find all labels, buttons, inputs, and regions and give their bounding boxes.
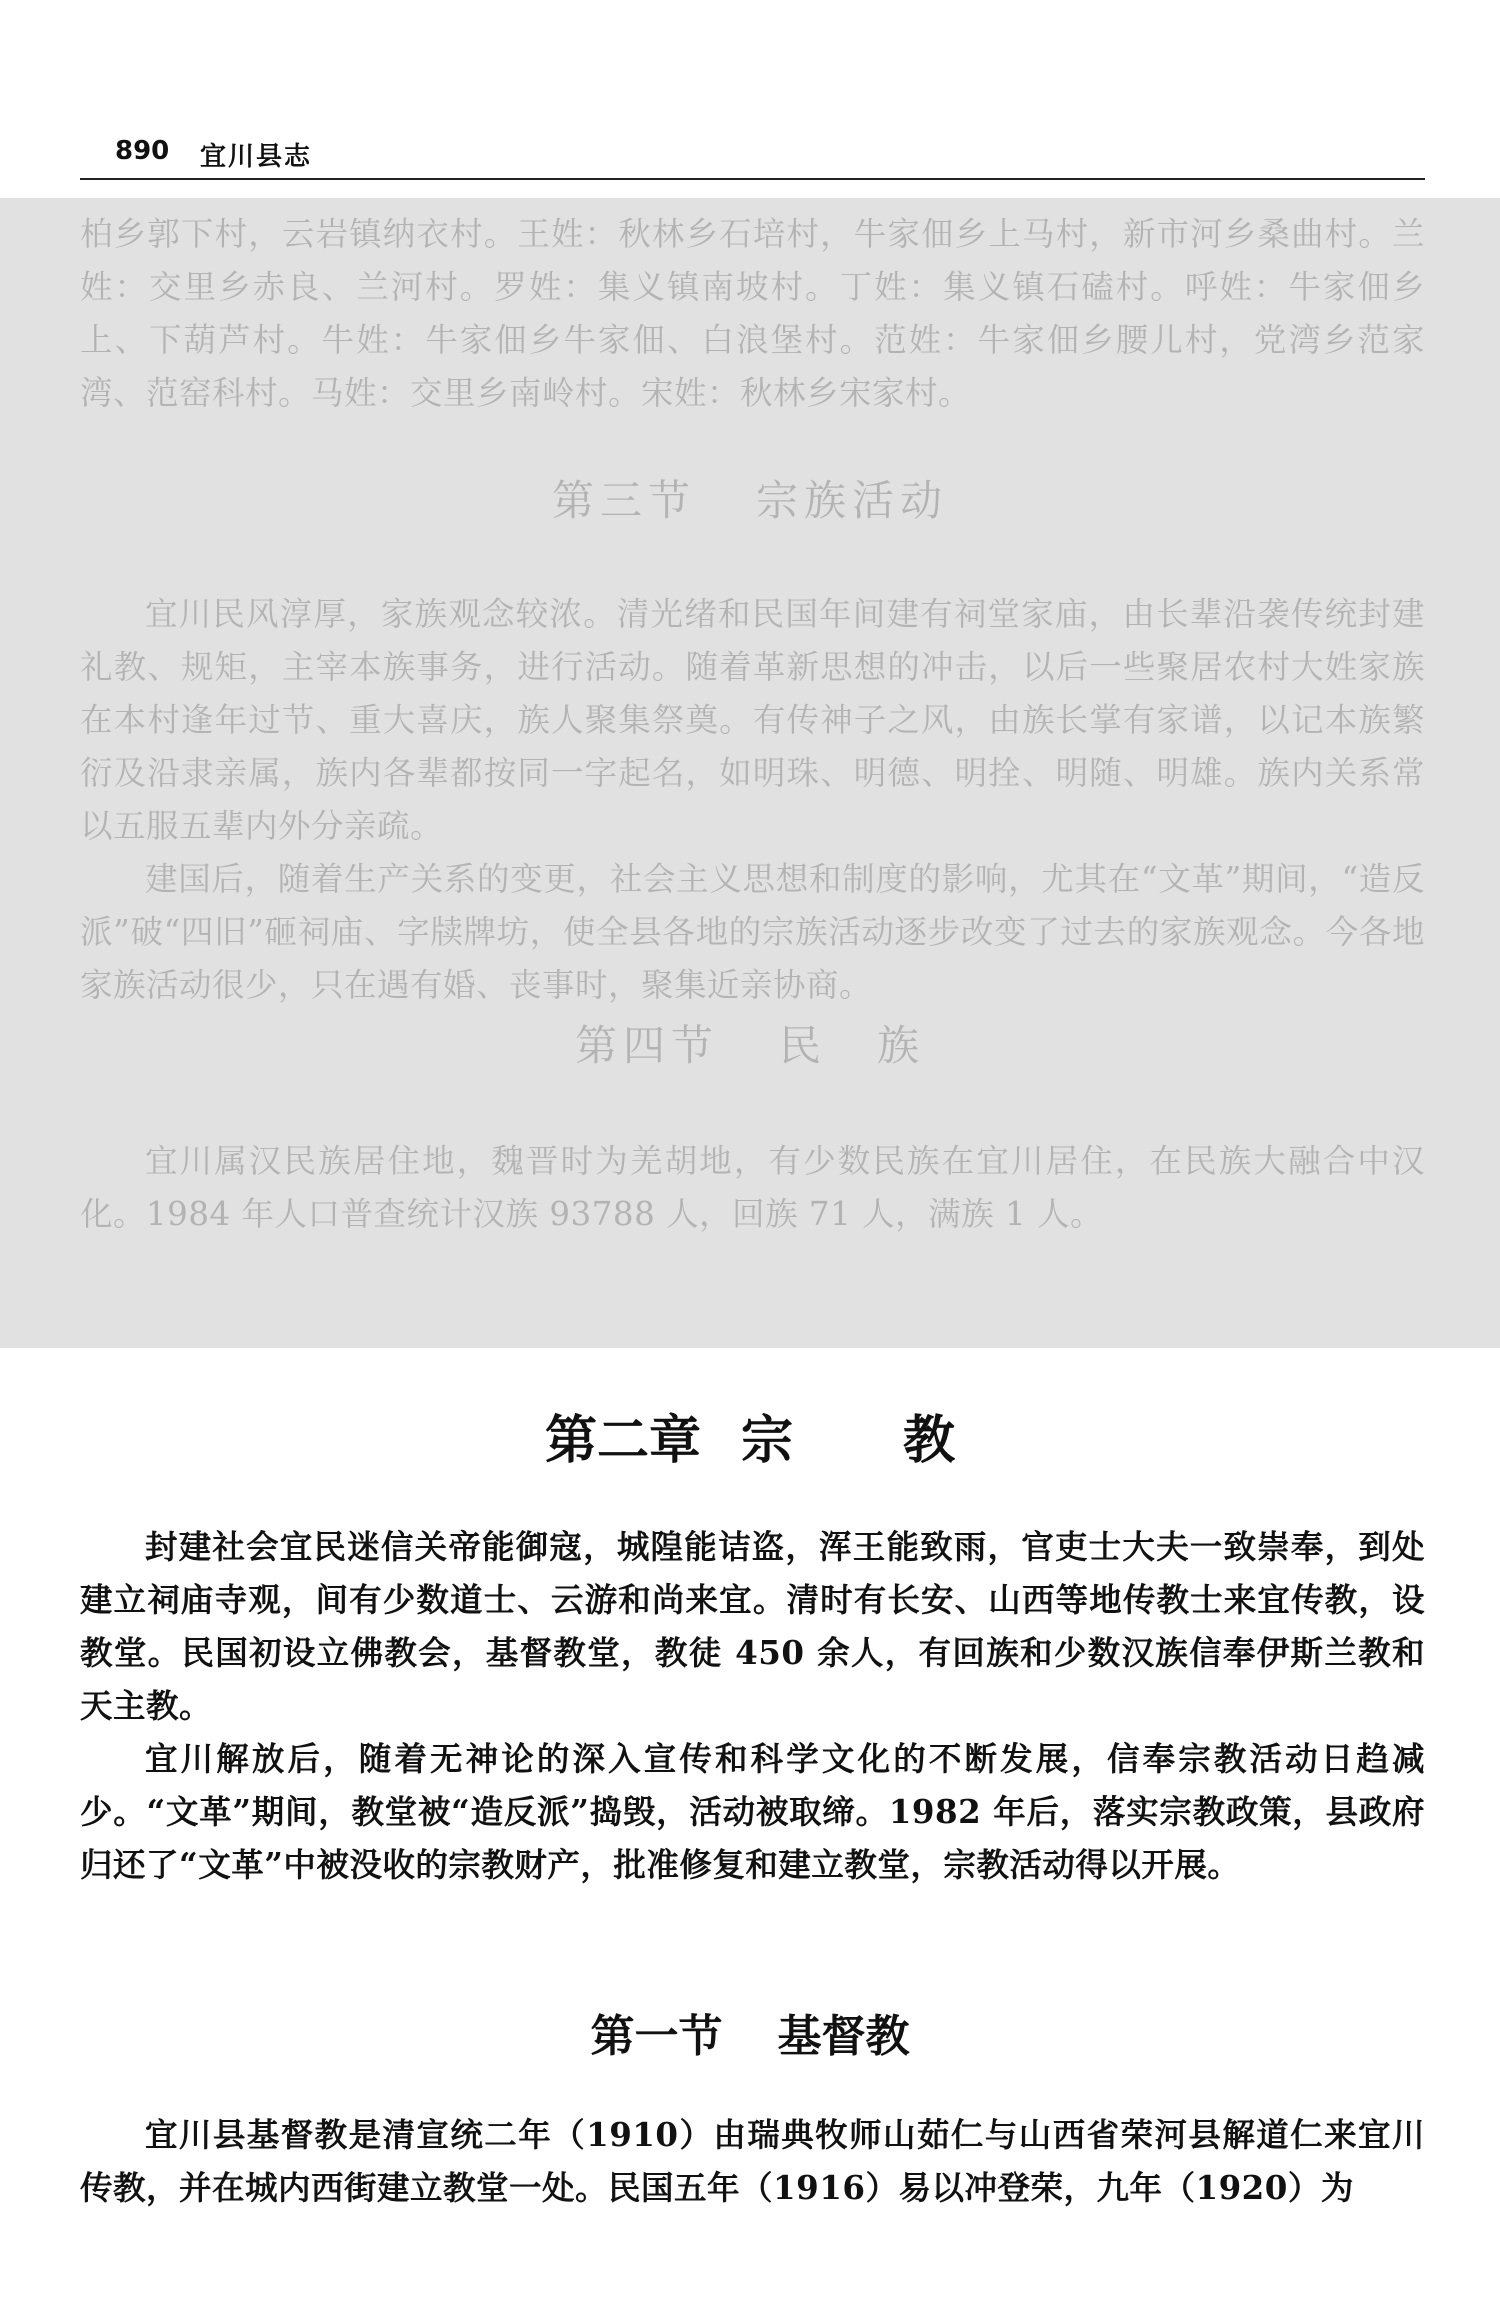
section1-title [0,2000,1500,2064]
page-header [80,128,1425,180]
chapter-title-char2: 教 [903,1411,956,1471]
book-title: 宜川县志 [200,142,313,172]
intro-paragraph: 柏乡郭下村，云岩镇纳衣村。王姓：秋林乡石培村，牛家佃乡上马村，新市河乡桑曲村。兰姓：交里乡赤良、兰河村。罗姓：集义镇南坡村。丁姓：集义镇石磕村。呼姓：牛家佃乡上、下葫芦村。牛姓：牛家佃乡牛家佃、白浪堡村。范姓：牛家佃乡腰儿村，党湾乡范家湾、范窑科村。马姓：交里乡南岭村。宋姓：秋林乡宋家村。 [80,215,1425,412]
section1-paragraph-1: 宜川县基督教是清宣统二年（1910）由瑞典牧师山茹仁与山西省荣河县解道仁来宜川传教，并在城内西街建立教堂一处。民国五年（1916）易以冲登荣，九年（1920）为 [80,2115,1425,2207]
section3-title-text: 宗族活动 [756,476,949,525]
section3-title-number: 第三节 [551,476,696,525]
chapter-title-char1: 宗 [740,1411,793,1471]
section1-title-text: 基督教 [777,2011,910,2062]
section4-paragraph-1: 宜川属汉民族居住地，魏晋时为羌胡地，有少数民族在宜川居住，在民族大融合中汉化。1984 年人口普查统计汉族 93788 人，回族 71 人，满族 1 人。 [80,1142,1425,1233]
section3-paragraph-2: 建国后，随着生产关系的变更，社会主义思想和制度的影响，尤其在“文革”期间，“造反派”破“四旧”砸祠庙、字牍牌坊，使全县各地的宗族活动逐步改变了过去的家族观念。今各地家族活动很少，只在遇有婚、丧事时，聚集近亲协商。 [80,860,1425,1004]
section3-paragraph-1: 宜川民风淳厚，家族观念较浓。清光绪和民国年间建有祠堂家庙，由长辈沿袭传统封建礼教、规矩，主宰本族事务，进行活动。随着革新思想的冲击，以后一些聚居农村大姓家族在本村逢年过节、重大喜庆，族人聚集祭奠。有传神子之风，由族长掌有家谱，以记本族繁衍及沿隶亲属，族内各辈都按同一字起名，如明珠、明德、明拴、明随、明雄。族内关系常以五服五辈内外分亲疏。 [80,595,1425,845]
section4-title-char1: 民 [778,1021,827,1070]
section4-title [0,1013,1500,1073]
chapter-paragraph-1: 封建社会宜民迷信关帝能御寇，城隍能诘盗，浑王能致雨，官吏士大夫一致崇奉，到处建立祠庙寺观，间有少数道士、云游和尚来宜。清时有长安、山西等地传教士来宜传教，设教堂。民国初设立佛教会，基督教堂，教徒 450 余人，有回族和少数汉族信奉伊斯兰教和天主教。 [80,1527,1425,1725]
section3-title [0,468,1500,528]
section1-title-number: 第一节 [590,2011,723,2062]
chapter-number: 第二章 [544,1411,701,1471]
section4-title-char2: 族 [877,1021,926,1070]
chapter-paragraph-2: 宜川解放后，随着无神论的深入宣传和科学文化的不断发展，信奉宗教活动日趋减少。“文革”期间，教堂被“造反派”捣毁，活动被取缔。1982 年后，落实宗教政策，县政府归还了“文革”中被没收的宗教财产，批准修复和建立教堂，宗教活动得以开展。 [80,1739,1425,1884]
chapter-title [0,1398,1500,1473]
section4-title-number: 第四节 [574,1021,719,1070]
page-number: 890 [115,136,170,166]
shaded-region [0,198,1500,1348]
